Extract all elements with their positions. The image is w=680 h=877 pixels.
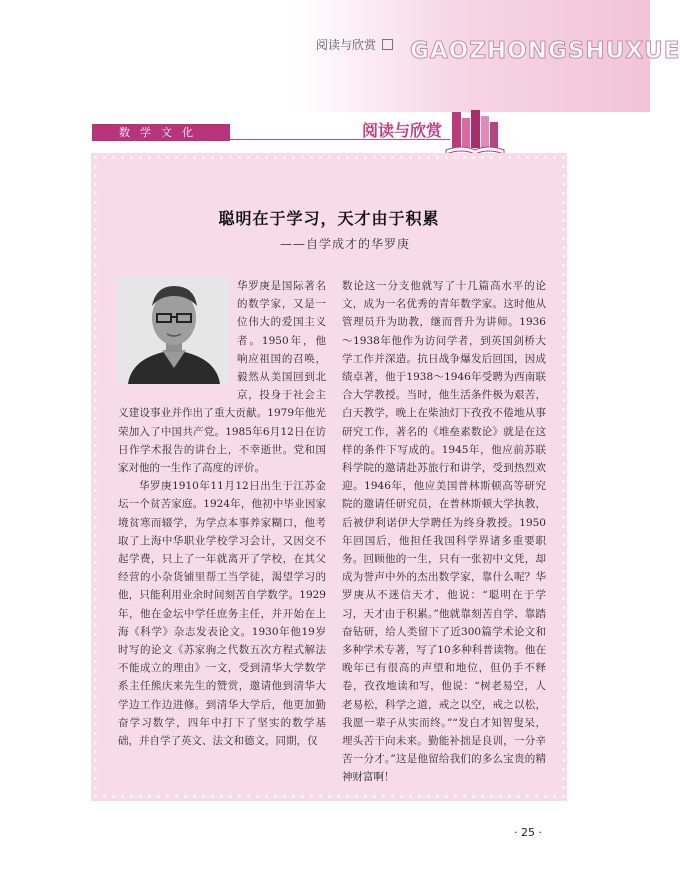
paragraph: 华罗庚是国际著名的数学家，又是一位伟大的爱国主义者。1950年，他响应祖国的召唤，毅然从美国回到北京，投身于社会主义建设事业并作出了重大贡献。1979年他光荣加入了中国共产党。1985年6月12日在访日作学术报告的讲台上，不幸逝世。党和国家对他的一生作了高度的评价。	[118, 280, 326, 475]
running-header-section: 阅读与欣赏	[316, 38, 377, 52]
article-column-right	[342, 277, 546, 787]
article-subtitle: ——自学成才的华罗庚	[280, 237, 411, 251]
paragraph: 华罗庚1910年11月12日出生于江苏金坛一个贫苦家庭。1924年，他初中毕业因家境贫寒而辍学，为学点本事养家糊口，他考取了上海中华职业学校学习会计，又因交不起学费，只上了一年就离开了学校，在其父经营的小杂货铺里帮工当学徒，渴望学习的他，只能利用业余时间刻苦自学数学。1929年，他在金坛中学任庶务主任，并开始在上海《科学》杂志发表论文。1930年他19岁时写的论文《苏家驹之代数五次方程式解法不能成立的理由》一文，受到清华大学数学系主任熊庆来先生的赞赏，邀请他到清华大学边工作边进修。到清华大学后，他更加勤奋学习数学，四年中打下了坚实的数学基础，并自学了英文、法文和德文，同期，仅	[118, 480, 326, 748]
section-title: 阅读与欣赏	[362, 121, 443, 140]
paragraph: 数论这一分支他就写了十几篇高水平的论文，成为一名优秀的青年数学家。这时他从管理员升为助教，继而晋升为讲师。1936～1938年他作为访问学者，到英国剑桥大学工作并深造。抗日战争爆发后回国，因成绩卓著，他于1938～1946年受聘为西南联合大学教授。当时，他生活条件极为艰苦，白天教学，晚上在柴油灯下孜孜不倦地从事研究工作，著名的《堆垒素数论》就是在这样的条件下写成的。1945年，他应前苏联科学院的邀请赴苏旅行和讲学，受到热烈欢迎。1946年，他应美国普林斯顿高等研究院的邀请任研究员，在普林斯顿大学执教，后被伊利诺伊大学聘任为终身教授。1950年回国后，他担任我国科学界诸多重要职务。回顾他的一生，只有一张初中文凭，却成为誉声中外的杰出数学家，靠什么呢？华罗庚从不迷信天才，他说：“聪明在于学习，天才由于积累。”他就靠刻苦自学、靠踏奋钻研，给人类留下了近300篇学术论文和多种学术专著，写了10多种科普读物。他在晚年已有很高的声望和地位，但仍手不释卷，孜孜地读和写，他说：“树老易空，人老易松，科学之道，戒之以空，戒之以松，我愿一辈子从实而终。”“发白才知智叟呆，埋头苦干向未来。勤能补拙是良训，一分辛苦一分才。”这是他留给我们的多么宝贵的精神财富啊！	[342, 280, 546, 784]
column-label: 数学文化	[119, 126, 203, 139]
journal-latin-title: GAOZHONGSHUXUE	[410, 38, 680, 64]
square-icon	[382, 39, 393, 50]
running-header	[316, 36, 393, 53]
article-column-left	[118, 277, 326, 750]
article-title: 聪明在于学习，天才由于积累	[218, 209, 440, 228]
page-number: · 25 ·	[514, 826, 542, 839]
books-icon	[444, 106, 506, 156]
portrait-spacer	[118, 277, 237, 387]
